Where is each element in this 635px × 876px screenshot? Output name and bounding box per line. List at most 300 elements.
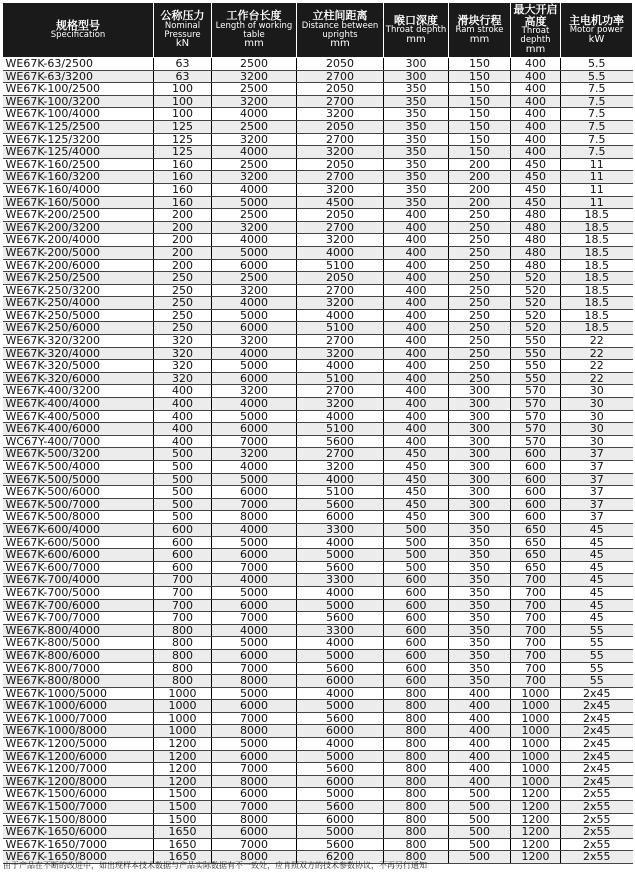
cell-table-length: 7000 [212,561,297,574]
cell-motor-power: 37 [561,473,633,486]
table-row [3,360,633,373]
cell-pressure: 1650 [154,851,212,864]
cell-upright-distance: 2050 [297,83,384,96]
cell-motor-power: 30 [561,385,633,398]
cell-table-length: 5000 [212,586,297,599]
cell-table-length: 3200 [212,171,297,184]
cell-table-length: 3200 [212,284,297,297]
cell-motor-power: 45 [561,536,633,549]
cell-open-height: 1200 [511,851,561,864]
table-row [3,612,633,625]
cell-spec: WE67K-125/3200 [3,133,154,146]
cell-spec: WE67K-100/2500 [3,83,154,96]
table-row [3,725,633,738]
cell-motor-power: 5.5 [561,70,633,83]
cell-spec: WE67K-400/4000 [3,398,154,411]
cell-open-height: 1000 [511,750,561,763]
cell-motor-power: 7.5 [561,133,633,146]
cell-pressure: 1000 [154,700,212,713]
cell-open-height: 480 [511,234,561,247]
cell-table-length: 5000 [212,687,297,700]
cell-ram-stroke: 250 [449,322,511,335]
cell-spec: WE67K-1200/8000 [3,775,154,788]
cell-pressure: 500 [154,511,212,524]
cell-table-length: 4000 [212,234,297,247]
cell-throat-depth: 350 [384,196,449,209]
cell-pressure: 160 [154,158,212,171]
cell-motor-power: 18.5 [561,209,633,222]
cell-pressure: 700 [154,574,212,587]
cell-ram-stroke: 250 [449,221,511,234]
cell-throat-depth: 800 [384,763,449,776]
table-row [3,826,633,839]
cell-ram-stroke: 300 [449,448,511,461]
cell-upright-distance: 4000 [297,738,384,751]
cell-open-height: 1200 [511,838,561,851]
cell-ram-stroke: 400 [449,738,511,751]
cell-upright-distance: 5000 [297,549,384,562]
cell-table-length: 5000 [212,738,297,751]
header-motor-power: 主电机功率 Motor power kW [561,3,633,58]
table-row [3,461,633,474]
cell-upright-distance: 5100 [297,259,384,272]
cell-spec: WE67K-1000/8000 [3,725,154,738]
cell-throat-depth: 400 [384,272,449,285]
cell-motor-power: 22 [561,347,633,360]
cell-pressure: 1200 [154,775,212,788]
cell-upright-distance: 5600 [297,435,384,448]
cell-ram-stroke: 250 [449,272,511,285]
cell-ram-stroke: 350 [449,599,511,612]
cell-ram-stroke: 500 [449,801,511,814]
cell-motor-power: 30 [561,398,633,411]
cell-pressure: 200 [154,259,212,272]
header-ram-stroke: 滑块行程 Ram stroke mm [449,3,511,58]
cell-table-length: 5000 [212,246,297,259]
table-row [3,398,633,411]
header-specification: 规格型号 Specification [3,3,154,58]
cell-spec: WE67K-320/3200 [3,335,154,348]
cell-table-length: 6000 [212,649,297,662]
cell-ram-stroke: 250 [449,284,511,297]
cell-table-length: 3200 [212,70,297,83]
cell-throat-depth: 800 [384,725,449,738]
cell-upright-distance: 4000 [297,687,384,700]
cell-pressure: 1500 [154,788,212,801]
table-row [3,561,633,574]
cell-open-height: 480 [511,259,561,272]
cell-throat-depth: 800 [384,738,449,751]
cell-table-length: 2500 [212,83,297,96]
table-row [3,599,633,612]
cell-pressure: 160 [154,196,212,209]
cell-upright-distance: 2700 [297,284,384,297]
cell-upright-distance: 3200 [297,347,384,360]
cell-upright-distance: 2700 [297,95,384,108]
cell-spec: WE67K-1000/6000 [3,700,154,713]
cell-table-length: 4000 [212,297,297,310]
cell-ram-stroke: 400 [449,712,511,725]
cell-spec: WE67K-1000/7000 [3,712,154,725]
cell-throat-depth: 800 [384,838,449,851]
table-row [3,146,633,159]
cell-throat-depth: 350 [384,158,449,171]
cell-ram-stroke: 350 [449,637,511,650]
cell-throat-depth: 800 [384,712,449,725]
cell-table-length: 2500 [212,58,297,71]
cell-ram-stroke: 350 [449,536,511,549]
cell-spec: WC67Y-400/7000 [3,435,154,448]
cell-motor-power: 2x55 [561,813,633,826]
cell-ram-stroke: 400 [449,775,511,788]
cell-pressure: 1500 [154,801,212,814]
cell-motor-power: 18.5 [561,272,633,285]
cell-throat-depth: 600 [384,599,449,612]
cell-table-length: 8000 [212,813,297,826]
table-row [3,133,633,146]
cell-motor-power: 2x45 [561,725,633,738]
cell-open-height: 600 [511,511,561,524]
cell-motor-power: 11 [561,196,633,209]
cell-ram-stroke: 500 [449,838,511,851]
cell-pressure: 250 [154,272,212,285]
cell-ram-stroke: 150 [449,108,511,121]
cell-upright-distance: 5000 [297,599,384,612]
table-row [3,486,633,499]
cell-throat-depth: 600 [384,624,449,637]
table-row [3,838,633,851]
cell-table-length: 7000 [212,662,297,675]
cell-pressure: 1200 [154,738,212,751]
header-table-length: 工作台长度 Length of working table mm [212,3,297,58]
cell-spec: WE67K-800/5000 [3,637,154,650]
cell-open-height: 400 [511,83,561,96]
cell-table-length: 7000 [212,763,297,776]
cell-motor-power: 2x55 [561,788,633,801]
cell-table-length: 8000 [212,725,297,738]
cell-table-length: 6000 [212,826,297,839]
cell-motor-power: 55 [561,624,633,637]
cell-throat-depth: 350 [384,171,449,184]
cell-spec: WE67K-1500/7000 [3,801,154,814]
cell-spec: WE67K-160/3200 [3,171,154,184]
cell-ram-stroke: 350 [449,561,511,574]
cell-throat-depth: 400 [384,309,449,322]
cell-table-length: 5000 [212,536,297,549]
cell-motor-power: 18.5 [561,297,633,310]
cell-pressure: 700 [154,586,212,599]
cell-spec: WE67K-400/6000 [3,423,154,436]
cell-spec: WE67K-600/7000 [3,561,154,574]
table-row [3,788,633,801]
cell-table-length: 5000 [212,196,297,209]
cell-upright-distance: 5600 [297,838,384,851]
cell-open-height: 1000 [511,700,561,713]
table-row [3,649,633,662]
cell-motor-power: 22 [561,360,633,373]
cell-upright-distance: 2700 [297,133,384,146]
cell-table-length: 3200 [212,335,297,348]
cell-pressure: 500 [154,486,212,499]
cell-table-length: 6000 [212,599,297,612]
cell-ram-stroke: 150 [449,146,511,159]
cell-ram-stroke: 350 [449,624,511,637]
cell-open-height: 450 [511,183,561,196]
cell-pressure: 800 [154,624,212,637]
cell-pressure: 500 [154,498,212,511]
cell-ram-stroke: 150 [449,95,511,108]
cell-ram-stroke: 250 [449,297,511,310]
table-row [3,775,633,788]
cell-open-height: 400 [511,58,561,71]
cell-pressure: 125 [154,133,212,146]
cell-ram-stroke: 200 [449,158,511,171]
cell-ram-stroke: 200 [449,196,511,209]
cell-open-height: 700 [511,649,561,662]
cell-pressure: 250 [154,322,212,335]
cell-pressure: 800 [154,662,212,675]
cell-ram-stroke: 300 [449,498,511,511]
cell-upright-distance: 4000 [297,410,384,423]
cell-motor-power: 18.5 [561,259,633,272]
cell-open-height: 450 [511,158,561,171]
cell-ram-stroke: 150 [449,58,511,71]
cell-spec: WE67K-1650/6000 [3,826,154,839]
cell-throat-depth: 800 [384,750,449,763]
cell-upright-distance: 4000 [297,586,384,599]
cell-motor-power: 45 [561,599,633,612]
cell-upright-distance: 3200 [297,461,384,474]
cell-motor-power: 2x55 [561,851,633,864]
table-row [3,58,633,71]
cell-pressure: 63 [154,58,212,71]
cell-motor-power: 45 [561,523,633,536]
table-body [3,58,633,864]
cell-upright-distance: 5600 [297,712,384,725]
cell-motor-power: 11 [561,171,633,184]
cell-throat-depth: 400 [384,259,449,272]
cell-open-height: 570 [511,435,561,448]
cell-table-length: 3200 [212,385,297,398]
cell-pressure: 400 [154,385,212,398]
cell-spec: WE67K-1500/6000 [3,788,154,801]
cell-spec: WE67K-1650/8000 [3,851,154,864]
cell-pressure: 500 [154,448,212,461]
cell-upright-distance: 5000 [297,750,384,763]
cell-upright-distance: 5100 [297,322,384,335]
cell-throat-depth: 350 [384,183,449,196]
cell-open-height: 400 [511,70,561,83]
cell-pressure: 1200 [154,750,212,763]
cell-throat-depth: 800 [384,788,449,801]
cell-spec: WE67K-250/5000 [3,309,154,322]
cell-motor-power: 18.5 [561,284,633,297]
cell-throat-depth: 800 [384,851,449,864]
cell-throat-depth: 800 [384,687,449,700]
cell-spec: WE67K-800/6000 [3,649,154,662]
cell-spec: WE67K-500/5000 [3,473,154,486]
cell-pressure: 800 [154,637,212,650]
table-row [3,347,633,360]
cell-spec: WE67K-500/3200 [3,448,154,461]
cell-upright-distance: 5000 [297,700,384,713]
cell-ram-stroke: 350 [449,549,511,562]
table-row [3,498,633,511]
cell-open-height: 520 [511,297,561,310]
table-row [3,700,633,713]
table-row [3,83,633,96]
cell-throat-depth: 350 [384,108,449,121]
cell-ram-stroke: 350 [449,612,511,625]
cell-throat-depth: 400 [384,360,449,373]
table-row [3,297,633,310]
cell-table-length: 4000 [212,183,297,196]
cell-open-height: 520 [511,322,561,335]
cell-pressure: 250 [154,297,212,310]
table-row [3,549,633,562]
cell-ram-stroke: 300 [449,473,511,486]
cell-open-height: 700 [511,612,561,625]
cell-open-height: 480 [511,221,561,234]
cell-motor-power: 45 [561,612,633,625]
cell-table-length: 2500 [212,272,297,285]
cell-ram-stroke: 300 [449,435,511,448]
cell-motor-power: 18.5 [561,322,633,335]
cell-open-height: 650 [511,523,561,536]
cell-ram-stroke: 250 [449,209,511,222]
cell-throat-depth: 600 [384,586,449,599]
cell-open-height: 600 [511,461,561,474]
cell-table-length: 5000 [212,309,297,322]
cell-spec: WE67K-250/6000 [3,322,154,335]
cell-pressure: 600 [154,561,212,574]
cell-pressure: 600 [154,536,212,549]
cell-pressure: 250 [154,284,212,297]
cell-ram-stroke: 350 [449,662,511,675]
cell-spec: WE67K-800/8000 [3,675,154,688]
cell-upright-distance: 5600 [297,561,384,574]
cell-spec: WE67K-320/5000 [3,360,154,373]
cell-upright-distance: 4000 [297,360,384,373]
table-row [3,259,633,272]
cell-throat-depth: 450 [384,473,449,486]
cell-ram-stroke: 400 [449,700,511,713]
cell-table-length: 7000 [212,712,297,725]
cell-pressure: 400 [154,423,212,436]
cell-motor-power: 11 [561,158,633,171]
cell-open-height: 520 [511,309,561,322]
cell-open-height: 480 [511,209,561,222]
cell-motor-power: 7.5 [561,120,633,133]
cell-upright-distance: 3200 [297,297,384,310]
cell-motor-power: 2x45 [561,738,633,751]
cell-throat-depth: 500 [384,523,449,536]
cell-open-height: 520 [511,272,561,285]
cell-spec: WE67K-320/6000 [3,372,154,385]
cell-pressure: 1500 [154,813,212,826]
specification-table [2,2,633,864]
cell-throat-depth: 400 [384,209,449,222]
cell-motor-power: 5.5 [561,58,633,71]
footnote: 由于产品在不断的改进中，如出现样本技术数据与产品实际数据有不一致处，应肯照双方的技术参数协议，不再另行通知 [3,861,427,870]
cell-spec: WE67K-700/4000 [3,574,154,587]
cell-open-height: 1200 [511,801,561,814]
cell-ram-stroke: 150 [449,133,511,146]
cell-pressure: 320 [154,335,212,348]
cell-table-length: 7000 [212,498,297,511]
cell-pressure: 600 [154,549,212,562]
cell-open-height: 1000 [511,725,561,738]
cell-ram-stroke: 500 [449,826,511,839]
cell-throat-depth: 500 [384,561,449,574]
header-nominal-pressure: 公称压力 Nominal Pressure kN [154,3,212,58]
table-row [3,763,633,776]
cell-table-length: 6000 [212,750,297,763]
cell-ram-stroke: 500 [449,788,511,801]
cell-throat-depth: 400 [384,284,449,297]
cell-motor-power: 37 [561,498,633,511]
cell-motor-power: 45 [561,561,633,574]
cell-open-height: 700 [511,586,561,599]
cell-throat-depth: 350 [384,95,449,108]
table-row [3,423,633,436]
cell-ram-stroke: 250 [449,234,511,247]
table-row [3,234,633,247]
cell-pressure: 600 [154,523,212,536]
cell-ram-stroke: 300 [449,486,511,499]
cell-ram-stroke: 250 [449,246,511,259]
cell-throat-depth: 600 [384,649,449,662]
cell-spec: WE67K-1650/7000 [3,838,154,851]
table-row [3,221,633,234]
table-row [3,801,633,814]
cell-pressure: 1000 [154,712,212,725]
cell-upright-distance: 2700 [297,385,384,398]
cell-motor-power: 55 [561,675,633,688]
cell-pressure: 200 [154,221,212,234]
cell-upright-distance: 2050 [297,120,384,133]
cell-spec: WE67K-800/4000 [3,624,154,637]
table-row [3,335,633,348]
cell-table-length: 4000 [212,108,297,121]
cell-pressure: 400 [154,410,212,423]
header-open-height: 最大开启高度 Throat dephth mm [511,3,561,58]
cell-motor-power: 2x45 [561,763,633,776]
cell-spec: WE67K-200/3200 [3,221,154,234]
cell-upright-distance: 4500 [297,196,384,209]
cell-pressure: 1000 [154,725,212,738]
cell-open-height: 1200 [511,788,561,801]
cell-open-height: 700 [511,637,561,650]
cell-open-height: 1000 [511,712,561,725]
cell-open-height: 450 [511,171,561,184]
cell-throat-depth: 450 [384,461,449,474]
cell-throat-depth: 800 [384,700,449,713]
cell-upright-distance: 6200 [297,851,384,864]
cell-upright-distance: 6000 [297,813,384,826]
cell-open-height: 700 [511,662,561,675]
table-row [3,322,633,335]
cell-throat-depth: 400 [384,435,449,448]
cell-table-length: 4000 [212,574,297,587]
table-row [3,309,633,322]
cell-upright-distance: 5600 [297,801,384,814]
cell-throat-depth: 450 [384,448,449,461]
table-row [3,284,633,297]
cell-motor-power: 2x45 [561,775,633,788]
cell-ram-stroke: 500 [449,813,511,826]
cell-spec: WE67K-63/2500 [3,58,154,71]
